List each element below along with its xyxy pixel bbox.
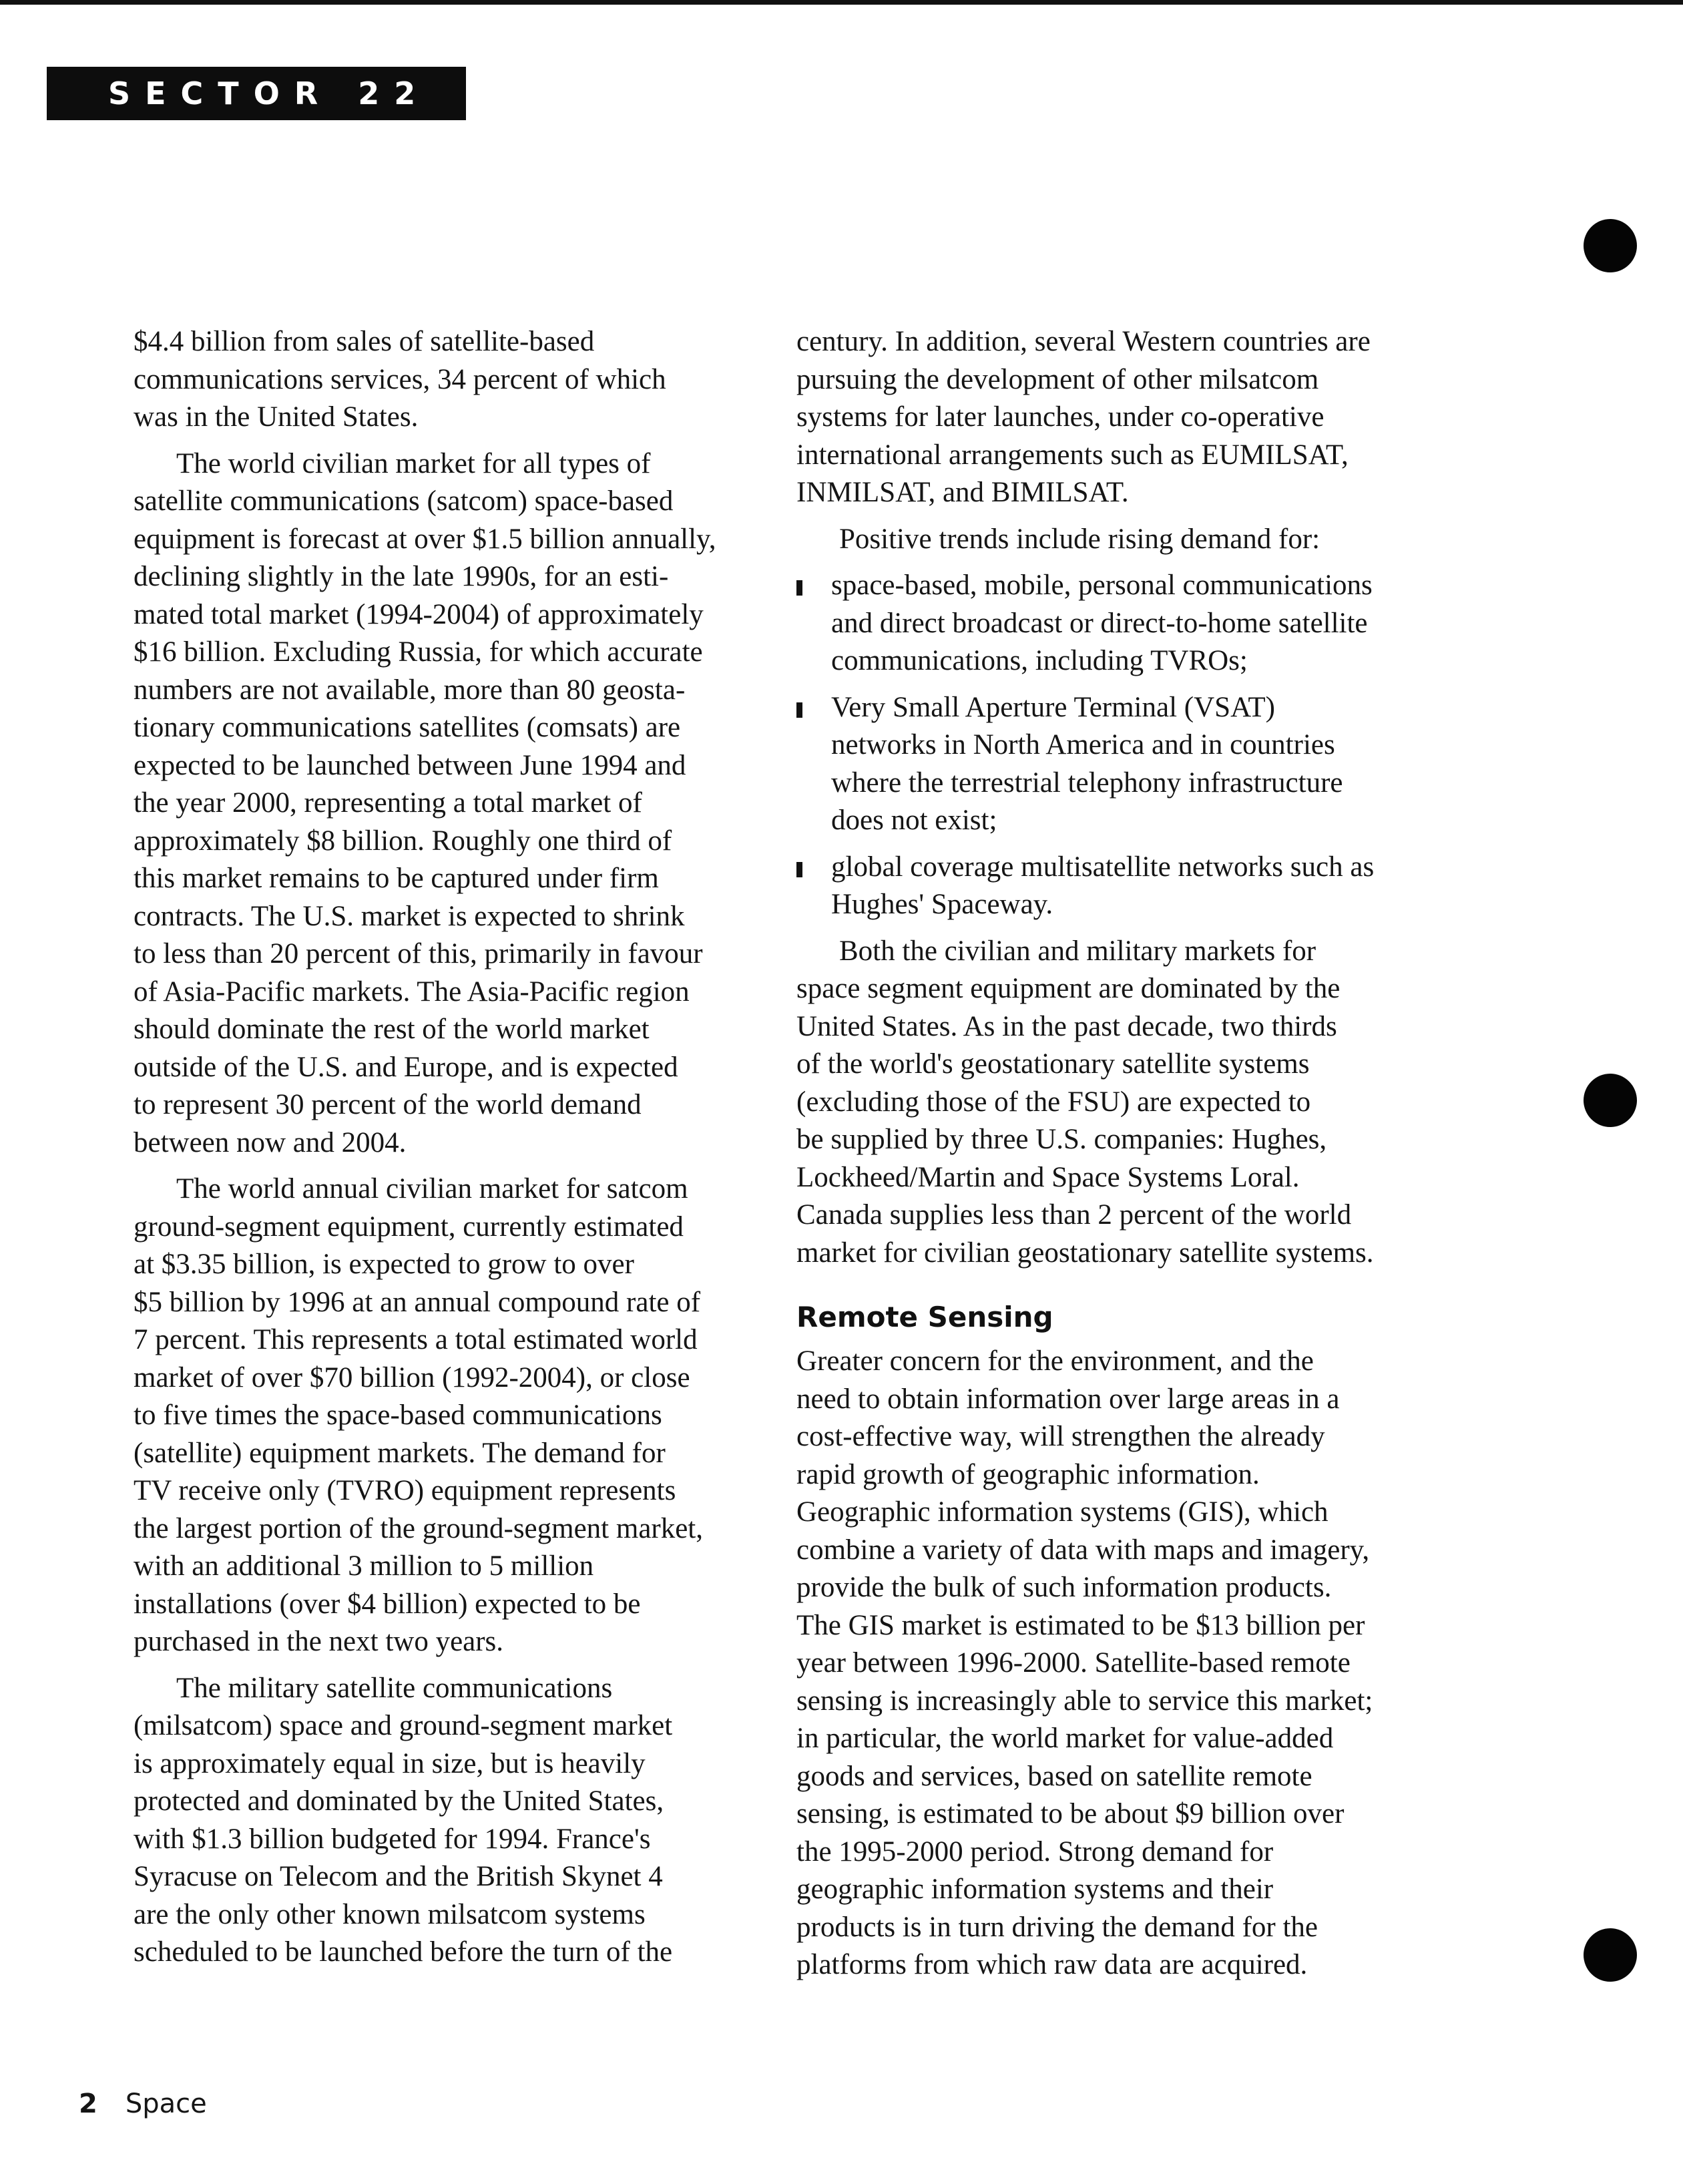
bullet-text: space-based, mobile, personal communications and direct broadcast or direct-to-home satellite communications, including TVROs; — [831, 570, 1373, 676]
page-number: 2 — [79, 2089, 97, 2119]
bullet-item — [796, 689, 1414, 840]
body-paragraph: The world civilian market for all types of satellite communications (satcom) space-based equipment is forecast at over $1.5 billion annually, declining slightly in the late 1990s, for an esti- mated total market (1994-2004) of approximately $16 billion. Excluding Russia, for which accurate numbers are not available, more than 80 geosta- tionary communications satellites (comsats) are expected to be launched between June 1994 and the year 2000, representing a total market of approximately $8 billion. Roughly one third of this market remains to be captured under firm contracts. The U.S. market is expected to shrink to less than 20 percent of this, primarily in favour of Asia-Pacific markets. The Asia-Pacific region should dominate the rest of the world market outside of the U.S. and Europe, and is expected to represent 30 percent of the world demand between now and 2004. — [134, 447, 716, 1158]
body-paragraph: Both the civilian and military markets for space segment equipment are dominated by the United States. As in the past decade, two thirds of the world's geostationary satellite systems (excluding those of the FSU) are expected to be supplied by three U.S. companies: Hughes, Lockheed/Martin and Space Systems Loral. Canada supplies less than 2 percent of the world market for civilian geostationary satellite systems. — [796, 935, 1374, 1269]
binder-hole-bottom-icon — [1584, 1928, 1637, 1982]
bullet-text: Very Small Aperture Terminal (VSAT) networks in North America and in countries where the terrestrial telephony infrastructure does not exist; — [831, 691, 1343, 836]
binder-hole-middle-icon — [1584, 1074, 1637, 1127]
footer-section-name: Space — [125, 2089, 207, 2119]
right-text-column — [796, 323, 1414, 1993]
page-footer — [79, 2087, 207, 2121]
bullet-item — [796, 567, 1414, 680]
binder-hole-top-icon — [1584, 219, 1637, 272]
bullet-text: global coverage multisatellite networks such as Hughes' Spaceway. — [831, 851, 1375, 920]
bullet-marker-icon — [796, 580, 802, 596]
body-paragraph: The military satellite communications (milsatcom) space and ground-segment market is approximately equal in size, but is heavily protected and dominated by the United States, with $1.3 billion budgeted for 1994. France's Syracuse on Telecom and the British Skynet 4 are the only other known milsatcom systems scheduled to be launched before the turn of the — [134, 1672, 673, 1968]
bullet-marker-icon — [796, 862, 802, 877]
bullet-marker-icon — [796, 702, 802, 718]
body-paragraph: Greater concern for the environment, and the need to obtain information over large areas in a cost-effective way, will strengthen the already rapid growth of geographic information. Geographic information systems (GIS), which combine a variety of data with maps and imagery, provide the bulk of such information products. The GIS market is estimated to be $13 billion per year between 1996-2000. Satellite-based remote sensing is increasingly able to service this market; in particular, the world market for value-added goods and services, based on satellite remote sensing, is estimated to be about $9 billion over the 1995-2000 period. Strong demand for geographic information systems and their products is in turn driving the demand for the platforms from which raw data are acquired. — [796, 1345, 1373, 1980]
body-paragraph: Positive trends include rising demand for: — [839, 523, 1320, 555]
sector-header-bar: SECTOR 22 — [47, 67, 466, 120]
left-text-column — [134, 323, 734, 1980]
body-paragraph: $4.4 billion from sales of satellite-based communications services, 34 percent of which was in the United States. — [134, 326, 666, 433]
trend-bullet-list — [796, 567, 1414, 924]
body-paragraph: The world annual civilian market for satcom ground-segment equipment, currently estimated at $3.35 billion, is expected to grow to over $5 billion by 1996 at an annual compound rate of 7 percent. This represents a total estimated world market of over $70 billion (1992-2004), or close to five times the space-based communications (satellite) equipment markets. The demand for TV receive only (TVRO) equipment represents the largest portion of the ground-segment market, with an additional 3 million to 5 million installations (over $4 billion) expected to be purchased in the next two years. — [134, 1173, 704, 1657]
body-paragraph: century. In addition, several Western countries are pursuing the development of other milsatcom systems for later launches, under co-operative international arrangements such as EUMILSAT, INMILSAT, and BIMILSAT. — [796, 326, 1371, 508]
bullet-item — [796, 849, 1414, 924]
section-heading: Remote Sensing — [796, 1301, 1053, 1333]
top-border-rule — [0, 0, 1683, 5]
